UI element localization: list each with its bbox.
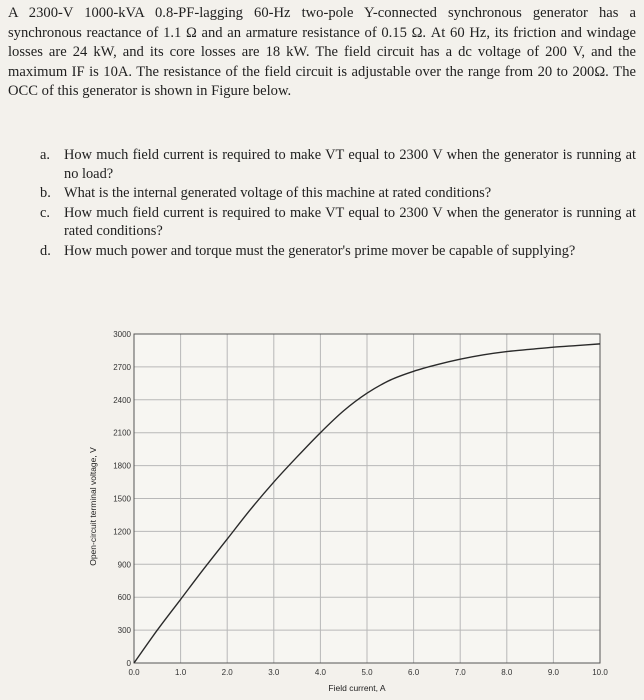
x-tick-label: 6.0 xyxy=(408,668,420,677)
problem-statement: A 2300-V 1000-kVA 0.8-PF-lagging 60-Hz two-pole Y-connected synchronous generator has a synchronous reactance of 1.1 Ω and an armature resistance of 0.15 Ω. At 60 Hz, its friction and windage losses are 24 kW, and its core losses are 18 kW. The field circuit has a dc voltage of 200 V, and the maximum IF is 10A. The resistance of the field circuit is adjustable over the range from 20 to 200Ω. The OCC of this generator is shown in Figure below. xyxy=(8,5,636,99)
x-tick-label: 10.0 xyxy=(592,668,608,677)
y-tick-label: 900 xyxy=(117,560,131,570)
question-label: a. xyxy=(40,147,50,163)
y-tick-label: 2700 xyxy=(113,362,131,372)
question-label: b. xyxy=(40,185,51,202)
chart-grid xyxy=(134,334,600,663)
y-tick-label: 3000 xyxy=(113,330,131,339)
x-tick-label: 0.0 xyxy=(128,668,140,677)
y-axis-label: Open-circuit terminal voltage, V xyxy=(88,447,98,566)
x-tick-label: 3.0 xyxy=(268,668,280,677)
x-tick-label: 5.0 xyxy=(361,668,373,677)
x-tick-label: 7.0 xyxy=(454,668,466,677)
y-tick-label: 2400 xyxy=(113,395,131,405)
question-text: How much field current is required to make VT equal to 2300 V when the generator is running at no load? xyxy=(64,147,636,182)
question-text: How much power and torque must the generator's prime mover be capable of supplying? xyxy=(64,242,576,259)
x-tick-label: 4.0 xyxy=(314,668,326,677)
y-tick-label: 0 xyxy=(126,659,131,668)
y-tick-label: 1500 xyxy=(113,494,131,504)
x-tick-label: 1.0 xyxy=(175,668,187,677)
question-label: c. xyxy=(40,204,50,221)
y-tick-label: 600 xyxy=(117,593,131,603)
x-tick-label: 8.0 xyxy=(501,668,513,677)
x-axis-label: Field current, A xyxy=(328,683,386,693)
y-tick-label: 1200 xyxy=(113,527,131,537)
x-tick-label: 9.0 xyxy=(547,668,559,677)
question-text: What is the internal generated voltage of this machine at rated conditions? xyxy=(64,185,492,202)
y-tick-label: 1800 xyxy=(113,461,131,471)
y-tick-label: 2100 xyxy=(113,428,131,438)
question-label: d. xyxy=(40,242,51,259)
question-text: How much field current is required to make VT equal to 2300 V when the generator is running at rated conditions? xyxy=(64,204,636,240)
y-tick-label: 300 xyxy=(117,626,131,636)
x-tick-label: 2.0 xyxy=(221,668,233,677)
